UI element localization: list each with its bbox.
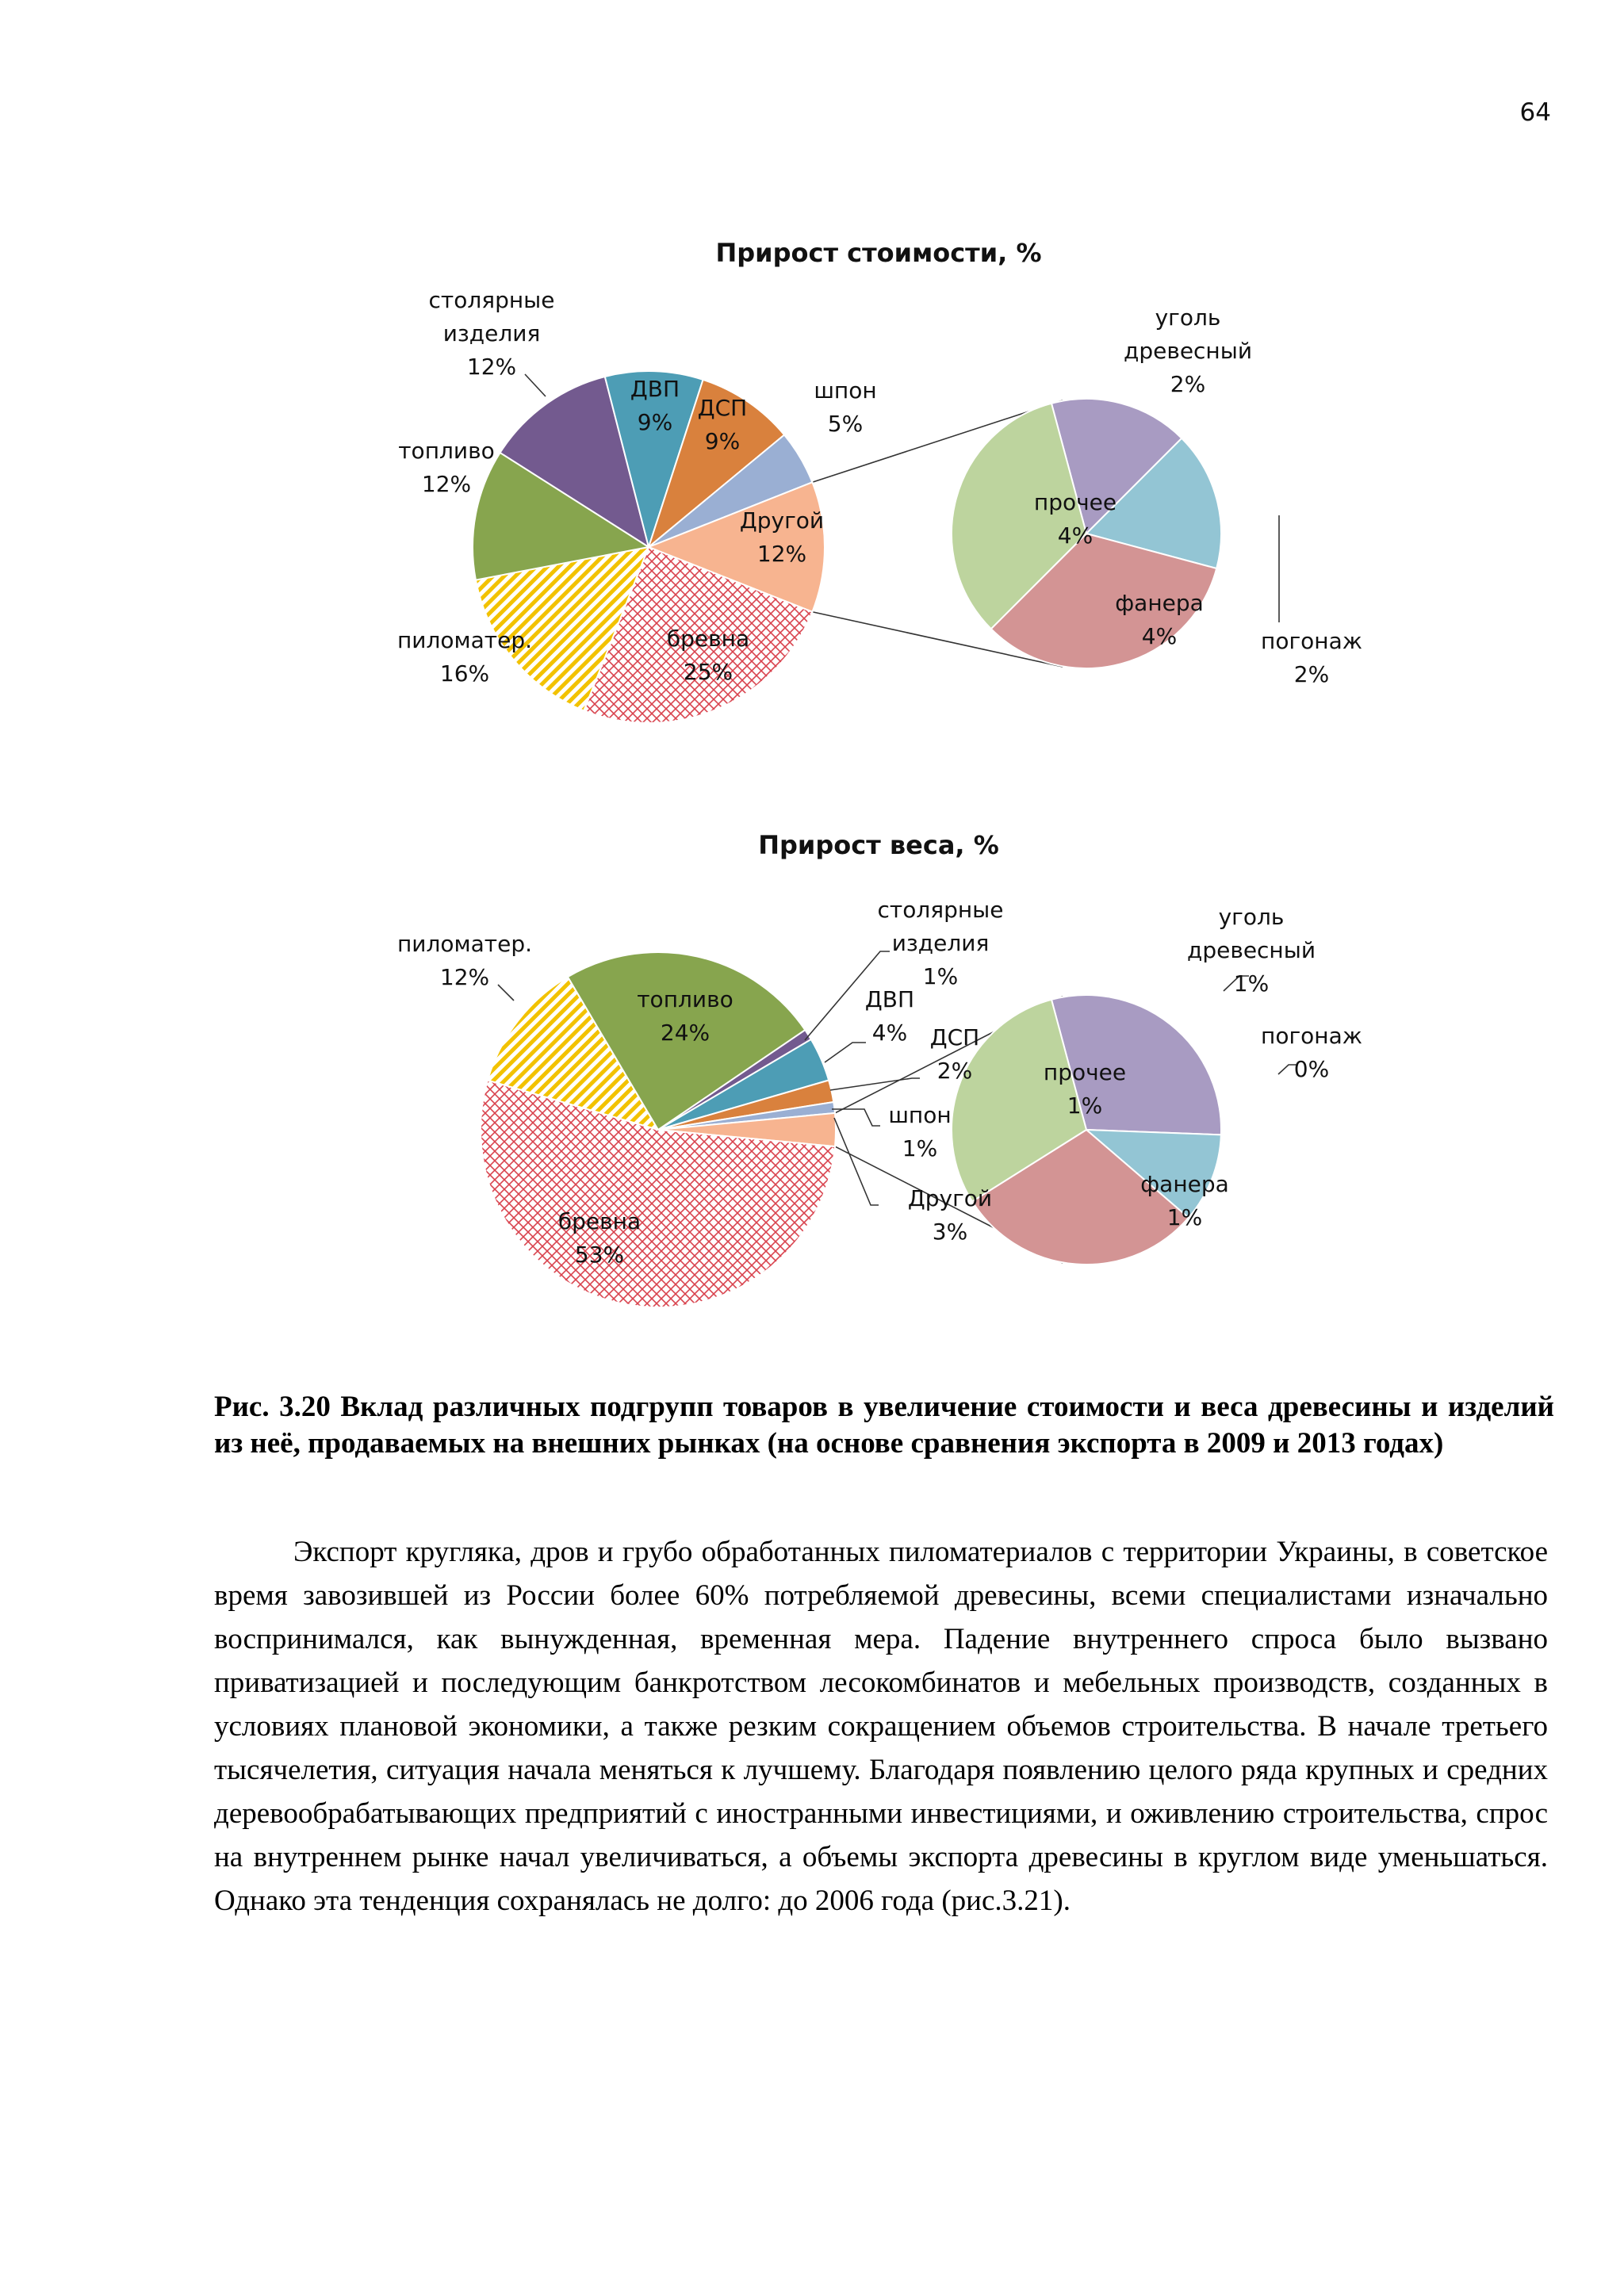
data-label-stolyarnye: столярные изделия 12% — [428, 287, 555, 380]
data-label-pogonazh: погонаж 0% — [1261, 1023, 1362, 1082]
data-label-pogonazh: погонаж 2% — [1261, 628, 1362, 687]
data-label-fanera: фанера 4% — [1115, 590, 1204, 649]
data-label-dsp: ДСП 9% — [697, 395, 748, 454]
data-label-drugoy: Другой 3% — [907, 1185, 993, 1245]
data-label-stolyarnye: столярные изделия 1% — [877, 897, 1004, 989]
data-label-prochee: прочее 1% — [1043, 1059, 1127, 1119]
body-paragraph: Экспорт кругляка, дров и грубо обработанных пиломатериалов с территории Украины, в советское время завозившей из России более 60% потребляемой древесины, всеми специалистами изначально воспринимался, как вынужденная, временная мера. Падение внутреннего спроса было вызвано приватизацией и последующим банкротством лесокомбинатов и мебельных производств, созданных в условиях плановой экономики, а также резким сокращением объемов строительства. В начале третьего тысячелетия, ситуация начала меняться к лучшему. Благодаря появлению целого ряда крупных и средних деревообрабатывающих предприятий с иностранными инвестициями, и оживлению строительства, спрос на внутреннем рынке начал увеличиваться, а объемы экспорта древесины в круглом виде уменьшаться. Однако эта тенденция сохранялась не долго: до 2006 года (рис.3.21). — [214, 1536, 1548, 1917]
chart-value-growth — [0, 214, 1624, 753]
leader-line-dvp — [825, 1043, 866, 1062]
data-label-fanera: фанера 1% — [1140, 1171, 1229, 1230]
page-number: 64 — [1519, 98, 1551, 127]
data-label-brevna: бревна 25% — [666, 626, 750, 685]
data-label-dsp: ДСП 2% — [929, 1024, 980, 1084]
data-label-pilomater: пиломатер. 16% — [396, 627, 533, 687]
data-label-shpon: шпон 1% — [888, 1102, 952, 1161]
data-label-ugol: уголь древесный 1% — [1186, 904, 1316, 997]
data-label-pilomater: пиломатер. 12% — [396, 931, 533, 990]
chart-weight-growth — [0, 809, 1624, 1348]
data-label-dvp: ДВП 9% — [630, 376, 680, 435]
chart-title: Прирост веса, % — [758, 830, 999, 860]
data-label-shpon: шпон 5% — [814, 377, 877, 437]
data-label-dvp: ДВП 4% — [864, 986, 915, 1046]
leader-line-drugoy — [834, 1118, 879, 1205]
leader-line-pilomater — [498, 985, 514, 1001]
leader-line-dsp — [830, 1078, 920, 1090]
chart-title: Прирост стоимости, % — [715, 238, 1042, 268]
data-label-ugol: уголь древесный 2% — [1123, 304, 1253, 397]
data-label-drugoy: Другой 12% — [739, 507, 825, 567]
data-label-toplivo: топливо 24% — [637, 986, 733, 1046]
data-label-prochee: прочее 4% — [1033, 489, 1117, 549]
leader-line-stolyarnye — [525, 374, 546, 396]
data-label-brevna: бревна 53% — [557, 1208, 642, 1268]
figure-caption: Рис. 3.20 Вклад различных подгрупп товаров в увеличение стоимости и веса древесины и изделий из неё, продаваемых на внешних рынках (на основе сравнения экспорта в 2009 и 2013 годах) — [214, 1391, 1554, 1460]
data-label-toplivo: топливо 12% — [398, 438, 495, 497]
